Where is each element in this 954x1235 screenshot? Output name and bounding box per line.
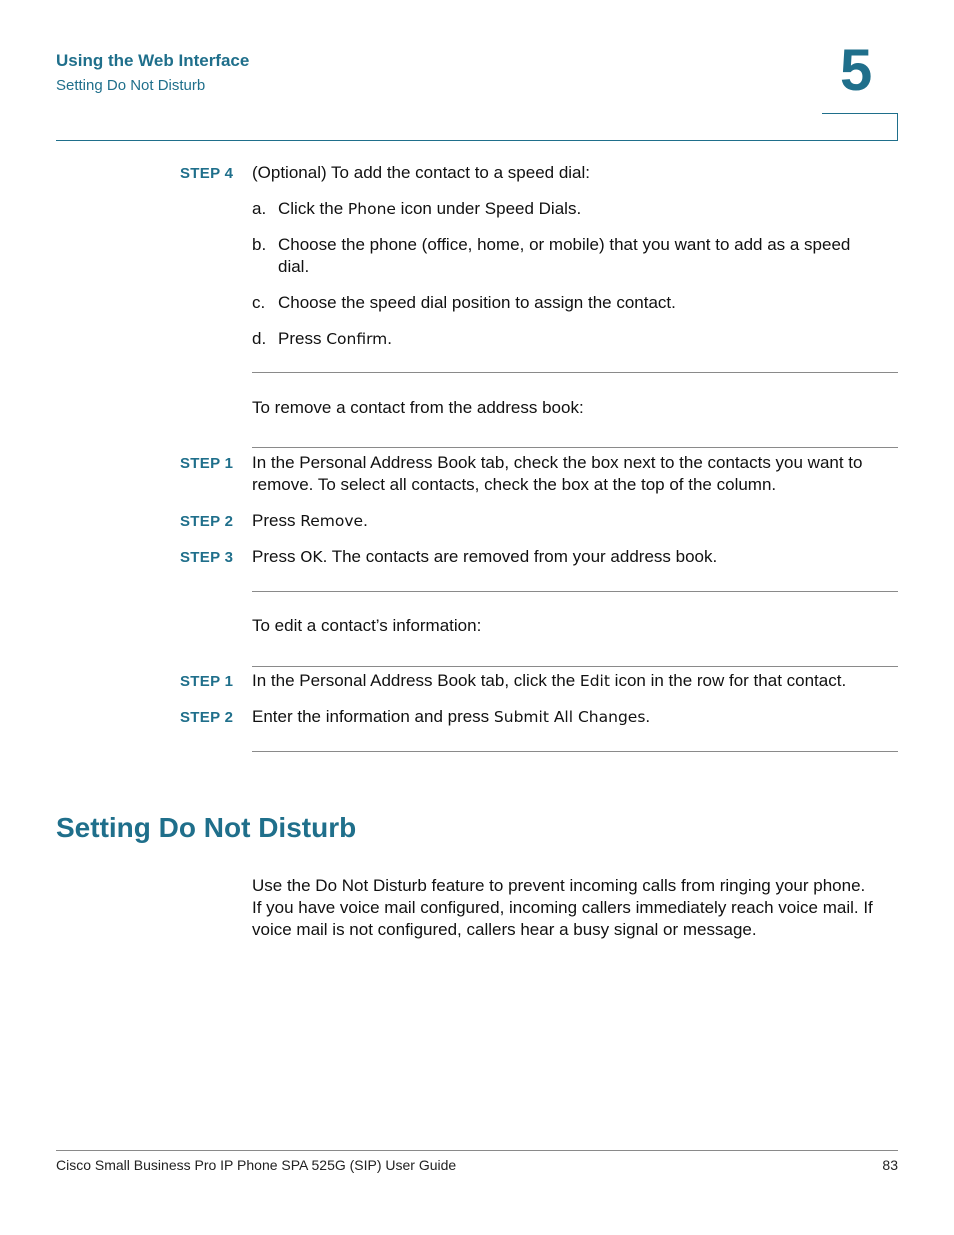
footer-divider (56, 1150, 898, 1151)
section-divider (252, 751, 898, 752)
list-item-marker: a. (252, 199, 267, 218)
list-item-marker: c. (252, 293, 266, 312)
step-text: Enter the information and press Submit All Changes. (252, 707, 651, 726)
ui-term-phone: Phone (347, 200, 396, 218)
step-label: STEP 1 (180, 455, 234, 472)
procedure-intro: To remove a contact from the address book: (252, 398, 584, 417)
ui-term-confirm: Confirm (326, 330, 388, 348)
step-text: (Optional) To add the contact to a speed dial: (252, 163, 591, 182)
step-label: STEP 1 (180, 673, 234, 690)
header-divider (56, 140, 898, 141)
ui-term-ok: OK (300, 548, 323, 566)
chapter-title: Using the Web Interface (56, 51, 250, 70)
step-label: STEP 4 (180, 165, 234, 182)
section-divider (252, 591, 898, 592)
step-text: remove. To select all contacts, check the box at the top of the column. (252, 475, 777, 494)
section-divider (252, 447, 898, 448)
step-text: In the Personal Address Book tab, click the Edit icon in the row for that contact. (252, 671, 847, 690)
step-label: STEP 2 (180, 709, 234, 726)
step-text: Press Remove. (252, 511, 368, 530)
section-heading: Setting Do Not Disturb (56, 812, 357, 843)
chapter-number: 5 (840, 38, 873, 103)
footer-guide-title: Cisco Small Business Pro IP Phone SPA 525G (SIP) User Guide (56, 1157, 457, 1173)
list-item-text: Click the Phone icon under Speed Dials. (278, 199, 582, 218)
list-item-marker: b. (252, 235, 267, 254)
ui-term-remove: Remove (300, 512, 364, 530)
list-item-text: dial. (278, 257, 310, 276)
list-item-text: Choose the phone (office, home, or mobile) that you want to add as a speed (278, 235, 851, 254)
body-paragraph-line: Use the Do Not Disturb feature to prevent incoming calls from ringing your phone. (252, 876, 866, 895)
body-paragraph-line: voice mail is not configured, callers hear a busy signal or message. (252, 920, 757, 939)
body-paragraph-line: If you have voice mail configured, incoming callers immediately reach voice mail. If (252, 898, 873, 917)
ui-term-submit-all-changes: Submit All Changes (493, 708, 646, 726)
section-divider (252, 666, 898, 667)
section-breadcrumb: Setting Do Not Disturb (56, 77, 206, 94)
step-label: STEP 2 (180, 513, 234, 530)
list-item-text: Press Confirm. (278, 329, 393, 348)
section-divider (252, 372, 898, 373)
list-item-text: Choose the speed dial position to assign the contact. (278, 293, 676, 312)
step-text: In the Personal Address Book tab, check the box next to the contacts you want to (252, 453, 863, 472)
chapter-tab-box (822, 113, 898, 140)
procedure-intro: To edit a contact’s information: (252, 616, 482, 635)
step-label: STEP 3 (180, 549, 234, 566)
list-item-marker: d. (252, 329, 267, 348)
step-text: Press OK. The contacts are removed from your address book. (252, 547, 718, 566)
page-number: 83 (882, 1157, 898, 1173)
ui-term-edit: Edit (579, 672, 610, 690)
